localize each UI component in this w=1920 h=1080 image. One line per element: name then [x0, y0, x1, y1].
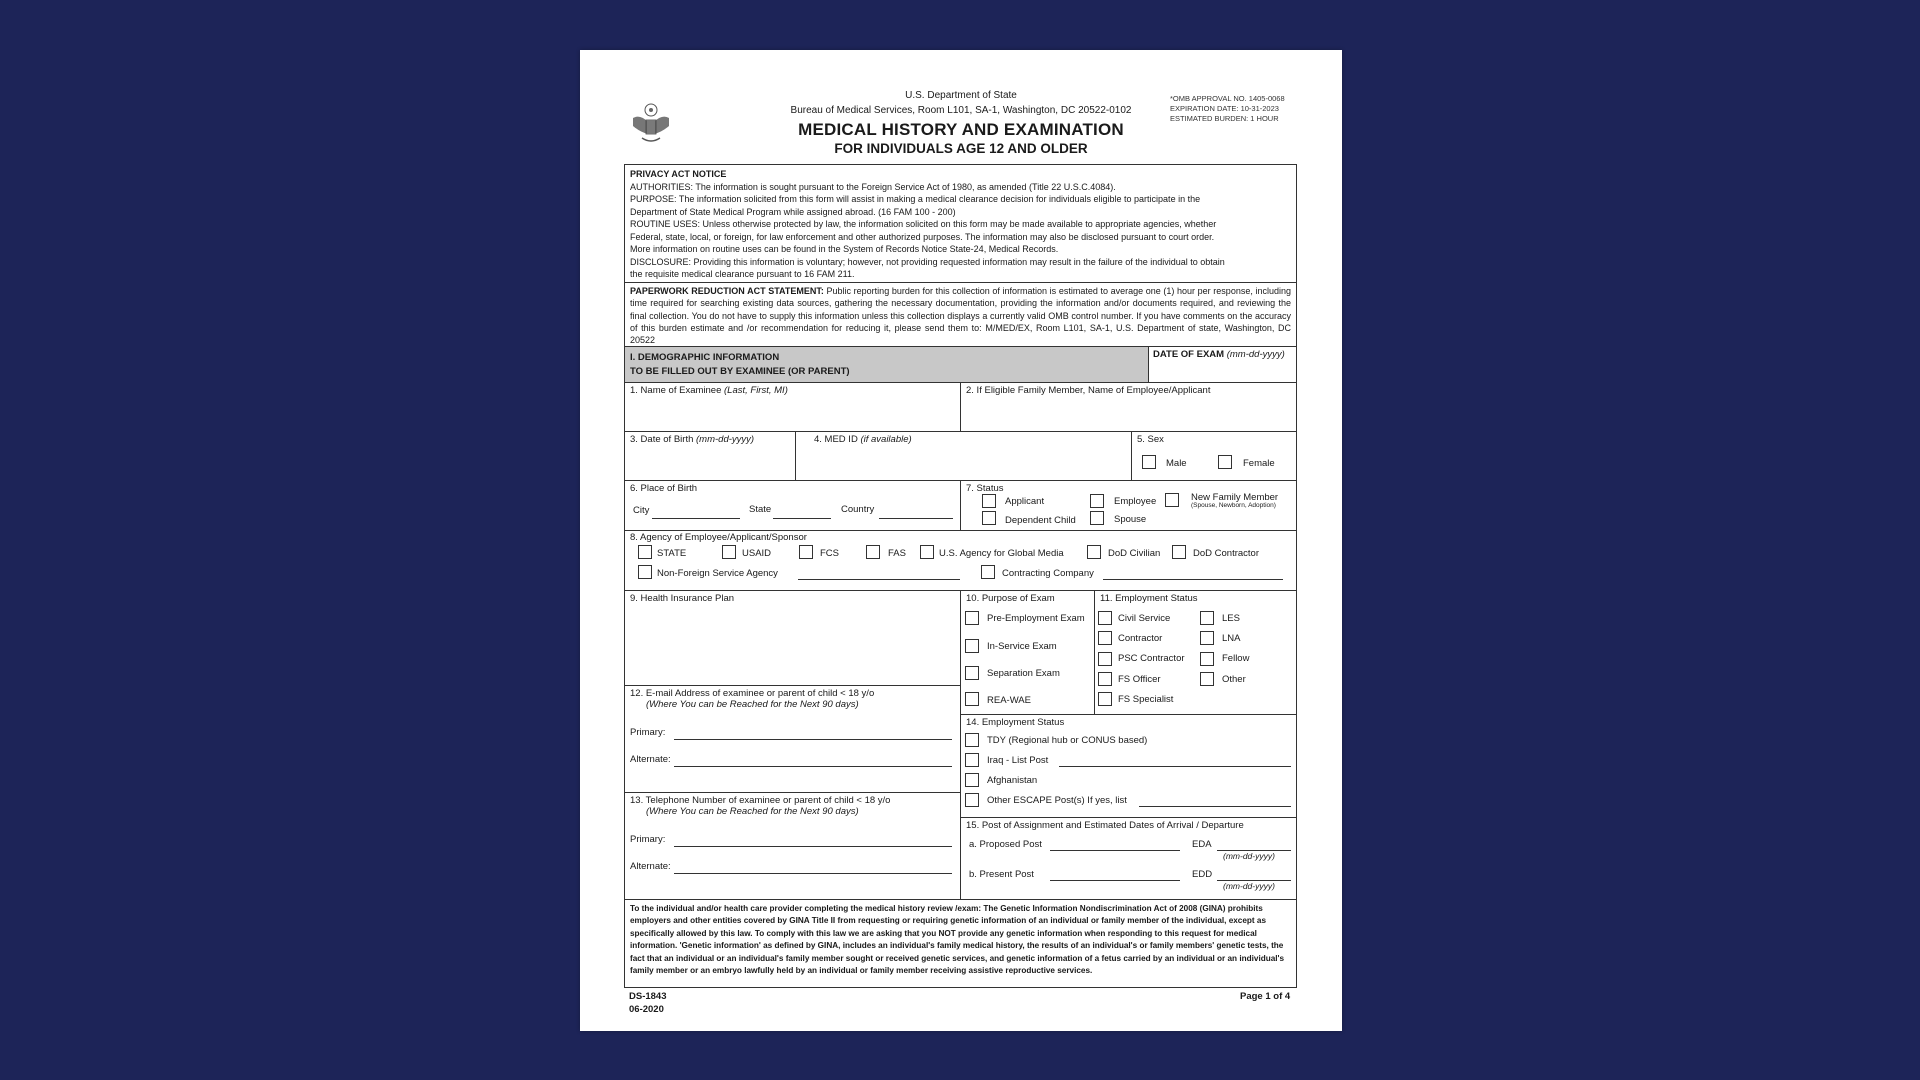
privacy-line: Federal, state, local, or foreign, for law enforcement and other authorized purposes. The information may also be disclosed pursuant to court order.: [630, 231, 1215, 242]
med-id-hint: (if available): [860, 434, 912, 445]
spouse-label: Spouse: [1114, 514, 1147, 525]
usagm-label: U.S. Agency for Global Media: [939, 548, 1064, 559]
sex-field: [1131, 431, 1296, 480]
contractor-label: Contractor: [1118, 633, 1163, 644]
other-escape-input[interactable]: [1139, 806, 1291, 807]
edd-label: EDD: [1192, 869, 1213, 880]
email-alternate-input[interactable]: [674, 766, 952, 767]
department-name: U.S. Department of State: [905, 90, 1017, 101]
fs-specialist-label: FS Specialist: [1118, 694, 1174, 705]
email-primary-label: Primary:: [630, 727, 666, 738]
examinee-name-field[interactable]: [625, 382, 960, 431]
omb-expiration: EXPIRATION DATE: 10-31-2023: [1170, 104, 1279, 113]
omb-info: [1170, 94, 1285, 124]
form-date: 06-2020: [629, 1004, 664, 1015]
privacy-line: DISCLOSURE: Providing this information is voluntary; however, not providing requested information may result in the failure of the individual to obtain: [630, 256, 1225, 267]
rea-wae-label: REA-WAE: [987, 695, 1031, 706]
date-of-birth-field[interactable]: [625, 431, 795, 480]
city-label: City: [633, 505, 650, 516]
new-family-member-label: New Family Member: [1191, 492, 1279, 503]
omb-burden: ESTIMATED BURDEN: 1 HOUR: [1170, 114, 1279, 123]
dependent-child-label: Dependent Child: [1005, 515, 1076, 526]
form-subtitle: FOR INDIVIDUALS AGE 12 AND OLDER: [834, 141, 1088, 156]
phone-primary-input[interactable]: [674, 846, 952, 847]
country-label: Country: [841, 504, 875, 515]
phone-alternate-label: Alternate:: [630, 861, 671, 872]
phone-primary-label: Primary:: [630, 834, 666, 845]
male-checkbox[interactable]: [1142, 455, 1156, 469]
phone-hint: (Where You can be Reached for the Next 90 days): [646, 806, 859, 817]
pre-employment-label: Pre-Employment Exam: [987, 613, 1085, 624]
agency-field: [625, 530, 1296, 590]
separation-checkbox[interactable]: [965, 666, 979, 680]
form-page: [580, 50, 1342, 1031]
examinee-name-label: 1. Name of Examinee: [630, 385, 722, 396]
dod-civilian-checkbox[interactable]: [1087, 545, 1101, 559]
new-family-member-note: (Spouse, Newborn, Adoption): [1191, 502, 1276, 509]
status-label: 7. Status: [966, 483, 1004, 494]
state-label: State: [749, 504, 772, 515]
applicant-label: Applicant: [1005, 496, 1045, 507]
female-checkbox[interactable]: [1218, 455, 1232, 469]
psc-contractor-checkbox[interactable]: [1098, 652, 1112, 666]
state-agency-label: STATE: [657, 548, 687, 559]
sex-label: 5. Sex: [1137, 434, 1164, 445]
privacy-line: AUTHORITIES: The information is sought pursuant to the Foreign Service Act of 1980, as amended (Title 22 U.S.C.4084).: [630, 181, 1116, 192]
in-service-label: In-Service Exam: [987, 641, 1057, 652]
dod-civilian-label: DoD Civilian: [1108, 548, 1161, 559]
les-label: LES: [1222, 613, 1240, 624]
med-id-label: 4. MED ID: [814, 434, 858, 445]
paperwork-statement: [625, 282, 1296, 346]
state-checkbox[interactable]: [638, 545, 652, 559]
privacy-line: More information on routine uses can be found in the System of Records Notice State-24, Medical Records.: [630, 244, 1059, 254]
omb-approval: *OMB APPROVAL NO. 1405-0068: [1170, 94, 1285, 103]
employee-name-label: 2. If Eligible Family Member, Name of Employee/Applicant: [966, 385, 1211, 396]
form-body: [624, 164, 1297, 988]
eda-label: EDA: [1192, 839, 1212, 850]
email-field: [625, 685, 960, 792]
lna-label: LNA: [1222, 633, 1241, 644]
post-label: 15. Post of Assignment and Estimated Dates of Arrival / Departure: [966, 820, 1244, 831]
phone-label: 13. Telephone Number of examinee or parent of child < 18 y/o: [630, 795, 891, 806]
other-checkbox[interactable]: [1200, 672, 1214, 686]
city-input[interactable]: [652, 518, 740, 519]
health-insurance-field[interactable]: [625, 590, 960, 685]
privacy-line: Department of State Medical Program while assigned abroad. (16 FAM 100 - 200): [630, 206, 956, 217]
edd-format: (mm-dd-yyyy): [1223, 881, 1275, 891]
spouse-checkbox[interactable]: [1090, 511, 1104, 525]
place-of-birth-field: [625, 480, 960, 530]
eda-format: (mm-dd-yyyy): [1223, 851, 1275, 861]
gina-notice: To the individual and/or health care provider completing the medical history review /exam: The Genetic Information Nondiscrimination Act of 2008 (GINA) prohibits employers and other entities covered by GINA Title II from requesting or requiring genetic information of an individual or family member of the individual, except as specifically allowed by this law. To comply with this law we are asking that you NOT provide any genetic information when responding to this request for medical information. 'Genetic information' as defined by GINA, includes an individual's family medical history, the results of an individual's or family members' genetic tests, the fact that an individual or an individual's family member sought or received genetic services, and genetic information of a fetus carried by an individual or an individual's family member or an embryo lawfully held by an individual or family member receiving assistive reproductive services.: [625, 899, 1296, 987]
proposed-post-label: a. Proposed Post: [969, 839, 1042, 850]
fellow-checkbox[interactable]: [1200, 652, 1214, 666]
contracting-company-input[interactable]: [1103, 579, 1283, 580]
agency-label: 8. Agency of Employee/Applicant/Sponsor: [630, 532, 807, 543]
page-number: Page 1 of 4: [1240, 991, 1291, 1002]
contracting-company-checkbox[interactable]: [981, 565, 995, 579]
email-primary-input[interactable]: [674, 739, 952, 740]
les-checkbox[interactable]: [1200, 611, 1214, 625]
employee-name-field[interactable]: [960, 382, 1296, 431]
usaid-label: USAID: [742, 548, 772, 559]
proposed-post-input[interactable]: [1050, 850, 1180, 851]
fs-officer-label: FS Officer: [1118, 674, 1161, 685]
privacy-heading: PRIVACY ACT NOTICE: [630, 169, 727, 179]
tdy-label: TDY (Regional hub or CONUS based): [987, 735, 1148, 746]
dob-hint: (mm-dd-yyyy): [696, 434, 755, 445]
contracting-company-label: Contracting Company: [1002, 568, 1094, 579]
civil-service-label: Civil Service: [1118, 613, 1171, 624]
dependent-child-checkbox[interactable]: [982, 511, 996, 525]
iraq-label: Iraq - List Post: [987, 755, 1049, 766]
afghanistan-checkbox[interactable]: [965, 773, 979, 787]
examinee-name-hint: (Last, First, MI): [724, 385, 788, 396]
lna-checkbox[interactable]: [1200, 631, 1214, 645]
employment-status-field: [1094, 590, 1296, 714]
privacy-line: ROUTINE USES: Unless otherwise protected by law, the information solicited on this form may be made available to appropriate agencies, whether: [630, 219, 1217, 229]
employee-label: Employee: [1114, 496, 1157, 507]
state-input[interactable]: [773, 518, 831, 519]
section-demographic-header: [625, 346, 1148, 382]
fs-specialist-checkbox[interactable]: [1098, 692, 1112, 706]
post-of-assignment-field: [960, 817, 1296, 899]
dod-contractor-label: DoD Contractor: [1193, 548, 1259, 559]
insurance-label: 9. Health Insurance Plan: [630, 593, 735, 604]
form-number: DS-1843: [629, 991, 667, 1002]
section-title: I. DEMOGRAPHIC INFORMATION: [630, 352, 780, 363]
psc-contractor-label: PSC Contractor: [1118, 653, 1185, 664]
usagm-checkbox[interactable]: [920, 545, 934, 559]
non-foreign-label: Non-Foreign Service Agency: [657, 568, 778, 579]
new-family-member-checkbox[interactable]: [1165, 493, 1179, 507]
dod-contractor-checkbox[interactable]: [1172, 545, 1186, 559]
fs-officer-checkbox[interactable]: [1098, 672, 1112, 686]
present-post-input[interactable]: [1050, 880, 1180, 881]
applicant-checkbox[interactable]: [982, 494, 996, 508]
fas-label: FAS: [888, 548, 906, 559]
emp14-label: 14. Employment Status: [966, 717, 1065, 728]
emp-status-label: 11. Employment Status: [1100, 593, 1198, 604]
pre-employment-checkbox[interactable]: [965, 611, 979, 625]
fas-checkbox[interactable]: [866, 545, 880, 559]
paperwork-heading: PAPERWORK REDUCTION ACT STATEMENT:: [630, 286, 824, 296]
usaid-checkbox[interactable]: [722, 545, 736, 559]
other-label: Other: [1222, 674, 1246, 685]
fcs-label: FCS: [820, 548, 839, 559]
email-alternate-label: Alternate:: [630, 754, 671, 765]
telephone-field: [625, 792, 960, 899]
present-post-label: b. Present Post: [969, 869, 1034, 880]
other-escape-checkbox[interactable]: [965, 793, 979, 807]
privacy-act-notice: [625, 165, 1296, 282]
tdy-checkbox[interactable]: [965, 733, 979, 747]
dob-label: 3. Date of Birth: [630, 434, 694, 445]
email-hint: (Where You can be Reached for the Next 90 days): [646, 699, 859, 710]
non-foreign-input[interactable]: [798, 579, 960, 580]
country-input[interactable]: [879, 518, 953, 519]
privacy-line: the requisite medical clearance pursuant to 16 FAM 211.: [630, 269, 855, 279]
section-subtitle: TO BE FILLED OUT BY EXAMINEE (OR PARENT): [630, 366, 850, 377]
in-service-checkbox[interactable]: [965, 639, 979, 653]
employment-status-14-field: [960, 714, 1296, 817]
iraq-post-input[interactable]: [1059, 766, 1291, 767]
med-id-field[interactable]: [795, 431, 1131, 480]
purpose-of-exam-field: [960, 590, 1094, 714]
rea-wae-checkbox[interactable]: [965, 692, 979, 706]
email-label: 12. E-mail Address of examinee or parent of child < 18 y/o: [630, 688, 875, 699]
other-escape-label: Other ESCAPE Post(s) If yes, list: [987, 795, 1127, 806]
pob-label: 6. Place of Birth: [630, 483, 698, 494]
iraq-checkbox[interactable]: [965, 753, 979, 767]
fellow-label: Fellow: [1222, 653, 1250, 664]
non-foreign-checkbox[interactable]: [638, 565, 652, 579]
paperwork-text: Public reporting burden for this collection of information is estimated to average one (1) hour per response, including time required for searching existing data sources, gathering the necessary documentation, providing the information and/or documents required, and reviewing the final collection. You do not have to supply this information unless this collection displays a currently valid OMB control number. If you have comments on the accuracy of this burden estimate and /or recommendation for reducing it, please send them to: M/MED/EX, Room L101, SA-1, U.S. Department of state, Washington, DC 20522: [630, 286, 1291, 346]
bureau-address: Bureau of Medical Services, Room L101, SA-1, Washington, DC 20522-0102: [790, 105, 1132, 116]
afghanistan-label: Afghanistan: [987, 775, 1038, 786]
male-label: Male: [1166, 458, 1187, 469]
date-of-exam-format: (mm-dd-yyyy): [1226, 349, 1285, 360]
contractor-checkbox[interactable]: [1098, 631, 1112, 645]
separation-label: Separation Exam: [987, 668, 1060, 679]
fcs-checkbox[interactable]: [799, 545, 813, 559]
employee-checkbox[interactable]: [1090, 494, 1104, 508]
form-title: MEDICAL HISTORY AND EXAMINATION: [798, 120, 1124, 139]
female-label: Female: [1243, 458, 1275, 469]
purpose-label: 10. Purpose of Exam: [966, 593, 1055, 604]
date-of-exam-field[interactable]: [1148, 346, 1296, 382]
phone-alternate-input[interactable]: [674, 873, 952, 874]
date-of-exam-label: DATE OF EXAM: [1153, 349, 1225, 360]
status-field: [960, 480, 1296, 530]
privacy-line: PURPOSE: The information solicited from this form will assist in making a medical clearance decision for individuals eligible to participate in the: [630, 194, 1201, 204]
civil-service-checkbox[interactable]: [1098, 611, 1112, 625]
